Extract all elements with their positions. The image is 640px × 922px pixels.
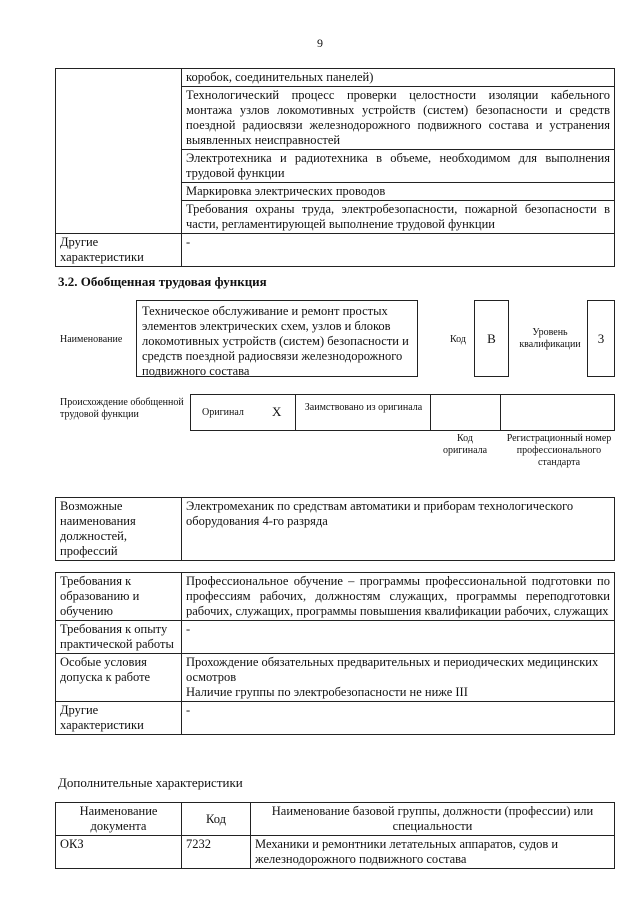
requirement-value: - [182, 621, 615, 654]
column-header: Наименование документа [56, 803, 182, 836]
additional-table [55, 802, 615, 869]
requirement-value-2: Наличие группы по электробезопасности не ниже III [186, 685, 468, 699]
requirement-value: - [182, 702, 615, 735]
requirement-value-cell [182, 654, 615, 702]
level-label: Уровень квалификации [519, 327, 581, 350]
table-row: Технологический процесс проверки целостности изоляции кабельного монтажа узлов локомотивных устройств (систем) безопасности и средств поездной радиосвязи железнодорожного подвижного состава и устранения выявленных неисправностей [182, 87, 615, 150]
other-label: Другие характеристики [56, 234, 182, 267]
column-header: Наименование базовой группы, должности (профессии) или специальности [251, 803, 615, 836]
gtf-name-box [136, 300, 418, 377]
gtf-name-value: Техническое обслуживание и ремонт простых элементов электрических схем, узлов и блоков локомотивных устройств (систем) безопасности и средств поездной радиосвязи железнодорожного подвижного состава [142, 304, 409, 378]
requirement-value: Прохождение обязательных предварительных и периодических медицинских осмотров [186, 655, 599, 684]
doc-name-cell: ОКЗ [56, 836, 182, 869]
table-row: Электротехника и радиотехника в объеме, необходимом для выполнения трудовой функции [182, 150, 615, 183]
table-row: коробок, соединительных панелей) [182, 69, 615, 87]
positions-table [55, 497, 615, 561]
other-value: - [182, 234, 615, 267]
name-label: Наименование [60, 334, 123, 345]
page-number: 9 [317, 36, 323, 50]
requirement-label: Требования к опыту практической работы [56, 621, 182, 654]
requirement-value: Профессиональное обучение – программы профессиональной подготовки по профессиям рабочих, должностям служащих, программы переподготовки рабочих, служащих, программы повышения квалификации рабочих, служащих [182, 573, 615, 621]
table-row [56, 836, 615, 869]
table-row: Требования охраны труда, электробезопасности, пожарной безопасности в части, регламентирующей выполнение трудовой функции [182, 201, 615, 234]
divider [500, 394, 501, 431]
original-label: Оригинал [202, 407, 244, 418]
labor-actions-table [55, 68, 615, 267]
requirements-table [55, 572, 615, 735]
divider [430, 394, 431, 431]
section-title: 3.2. Обобщенная трудовая функция [58, 274, 267, 289]
origin-label: Происхождение обобщенной трудовой функции [60, 397, 184, 420]
reg-number-caption: Регистрационный номер профессионального стандарта [506, 433, 612, 468]
code-cell: 7232 [182, 836, 251, 869]
requirement-label: Особые условия допуска к работе [56, 654, 182, 702]
code-label: Код [450, 334, 466, 345]
requirement-label: Требования к образованию и обучению [56, 573, 182, 621]
group-name-cell: Механики и ремонтники летательных аппаратов, судов и железнодорожного подвижного состава [251, 836, 615, 869]
original-mark: X [272, 404, 282, 419]
requirement-label: Другие характеристики [56, 702, 182, 735]
code-value: B [487, 330, 496, 346]
borrowed-label: Заимствовано из оригинала [304, 402, 423, 413]
table-row: Маркировка электрических проводов [182, 183, 615, 201]
positions-label: Возможные наименования должностей, профессий [56, 498, 182, 561]
level-box [587, 300, 615, 377]
column-header: Код [182, 803, 251, 836]
positions-value: Электромеханик по средствам автоматики и приборам технологического оборудования 4-го разряда [182, 498, 615, 561]
additional-title: Дополнительные характеристики [58, 775, 243, 790]
divider [295, 394, 296, 431]
left-empty-cell [56, 69, 182, 234]
code-original-caption: Код оригинала [442, 433, 488, 456]
level-value: 3 [597, 330, 605, 346]
code-box [474, 300, 509, 377]
